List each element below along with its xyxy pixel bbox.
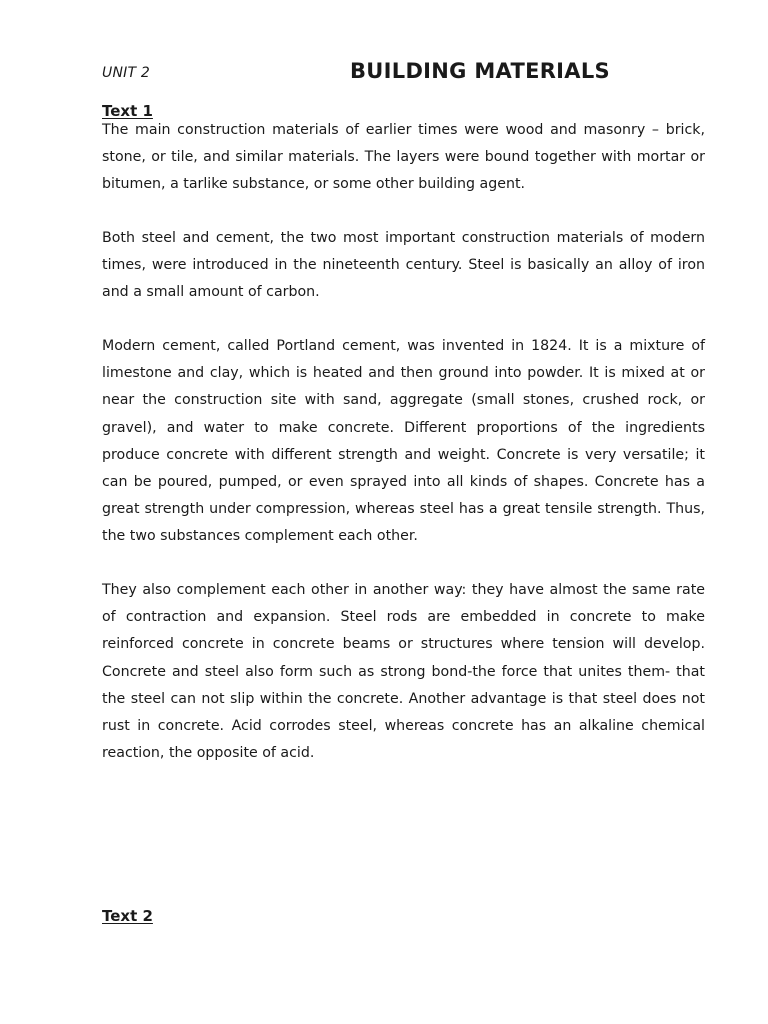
section-heading-text-2: Text 2 [102, 907, 153, 925]
paragraph-1: The main construction materials of earlier times were wood and masonry – brick, stone, or tile, and similar materials. The layers were bound together with mortar or bitumen, a tarlike substance, or some other building agent. [102, 122, 705, 193]
paragraph-2: Both steel and cement, the two most important construction materials of modern times, were introduced in the nineteenth century. Steel is basically an alloy of iron and a small amount of carbon. [102, 230, 705, 301]
unit-label: UNIT 2 [102, 65, 150, 81]
document-title: BUILDING MATERIALS [350, 59, 610, 83]
paragraph-4: They also complement each other in another way: they have almost the same rate of contraction and expansion. Steel rods are embedded in concrete to make reinforced concrete in concrete beams or structures where tension will develop. Concrete and steel also form such as strong bond-the force that unites them- that the steel can not slip within the concrete. Another advantage is that steel does not rust in concrete. Acid corrodes steel, whereas concrete has an alkaline chemical reaction, the opposite of acid. [102, 582, 705, 762]
paragraph-3: Modern cement, called Portland cement, was invented in 1824. It is a mixture of limestone and clay, which is heated and then ground into powder. It is mixed at or near the construction site with sand, aggregate (small stones, crushed rock, or gravel), and water to make concrete. Different proportions of the ingredients produce concrete with different strength and weight. Concrete is very versatile; it can be poured, pumped, or even sprayed into all kinds of shapes. Concrete has a great strength under compression, whereas steel has a great tensile strength. Thus, the two substances complement each other. [102, 338, 705, 545]
section-heading-text-1: Text 1 [102, 102, 153, 120]
